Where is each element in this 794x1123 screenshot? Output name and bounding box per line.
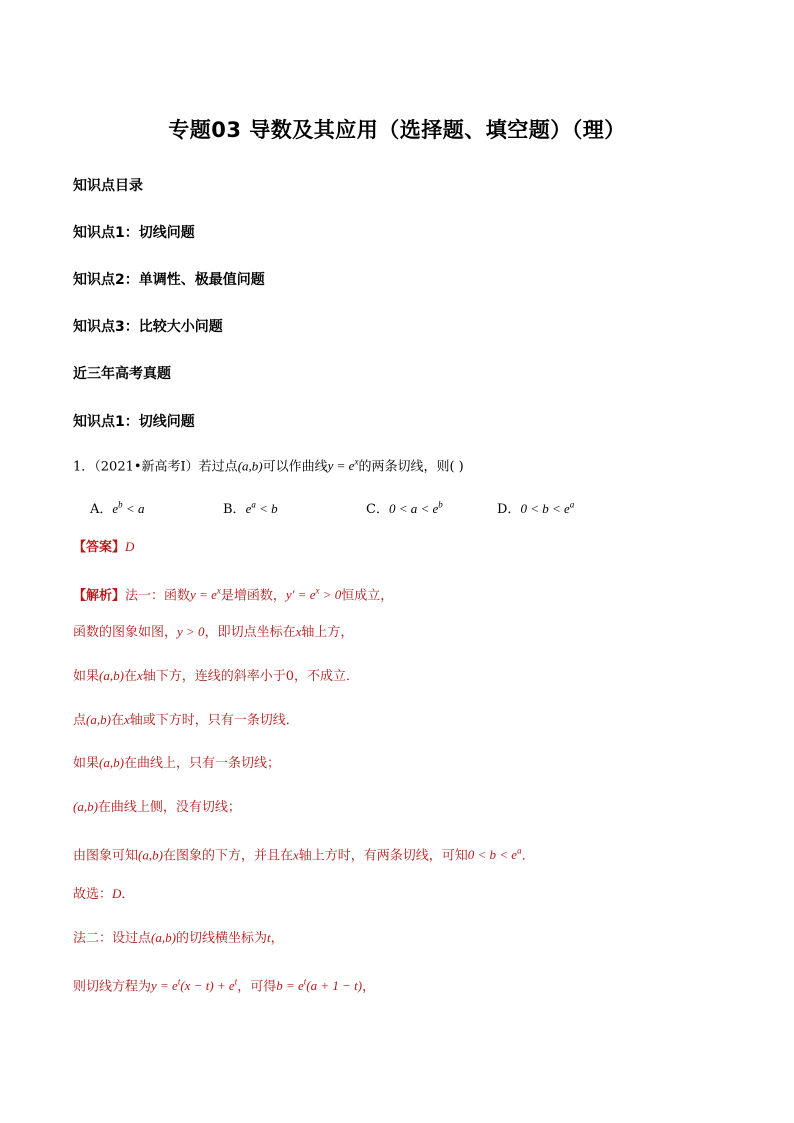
- analysis-line-7: 由图象可知(a,b)在图象的下方，并且在x轴上方时，有两条切线，可知$0 < b < e^a$．: [73, 846, 535, 864]
- question-text: 若过点: [198, 459, 238, 475]
- toc-item-4: 近三年高考真题: [73, 366, 171, 382]
- analysis-line-3: 如果(a,b)在x轴下方，连线的斜率小于0，不成立．: [73, 668, 360, 684]
- answer-line: [73, 537, 134, 558]
- page-title: 专题03 导数及其应用（选择题、填空题）（理）: [168, 118, 626, 142]
- option-b[interactable]: B．$e^a < b$: [223, 499, 278, 517]
- question-number: 1．: [73, 459, 95, 475]
- analysis-line-5: 如果(a,b)在曲线上，只有一条切线；: [73, 755, 280, 771]
- question-text: 的两条切线，则( ): [358, 459, 464, 475]
- toc-heading: 知识点目录: [73, 178, 143, 194]
- section-heading: 知识点1：切线问题: [73, 414, 195, 430]
- analysis-line-8: 故选：D．: [73, 886, 135, 902]
- option-c[interactable]: C．$0 < a < e^b$: [366, 499, 443, 517]
- analysis-line-9: 法二：设过点(a,b)的切线横坐标为t，: [73, 930, 284, 946]
- answer-value: D: [125, 539, 135, 554]
- answer-tag: 【答案】: [73, 540, 126, 555]
- question-source: （2021•新高考Ⅰ）: [94, 459, 199, 475]
- analysis-line-4: 点(a,b)在x轴或下方时，只有一条切线．: [73, 712, 299, 728]
- toc-item-1: 知识点1：切线问题: [73, 225, 195, 241]
- option-a[interactable]: A．$e^b < a$: [90, 499, 145, 517]
- analysis-line-6: (a,b)在曲线上侧，没有切线；: [73, 799, 241, 815]
- analysis-line-1: 【解析】法一：函数$y = e^x$是增函数，$y' = e^x > 0$恒成立，: [73, 586, 394, 604]
- math-point: (a,b): [237, 458, 263, 474]
- option-d[interactable]: D．$0 < b < e^a$: [497, 499, 575, 517]
- question-1: [73, 452, 464, 477]
- analysis-line-10: 则切线方程为$y = e^t(x - t) + e^t$，可得$b = e^t(a + 1 - t)$，: [73, 977, 376, 995]
- question-text: 可以作曲线: [262, 459, 328, 475]
- toc-item-3: 知识点3：比较大小问题: [73, 319, 223, 335]
- analysis-tag: 【解析】: [73, 588, 126, 604]
- math-curve: $y = e^x$: [327, 457, 359, 474]
- analysis-line-2: 函数的图象如图，y > 0，即切点坐标在x轴上方，: [73, 624, 354, 640]
- toc-item-2: 知识点2：单调性、极最值问题: [73, 272, 265, 288]
